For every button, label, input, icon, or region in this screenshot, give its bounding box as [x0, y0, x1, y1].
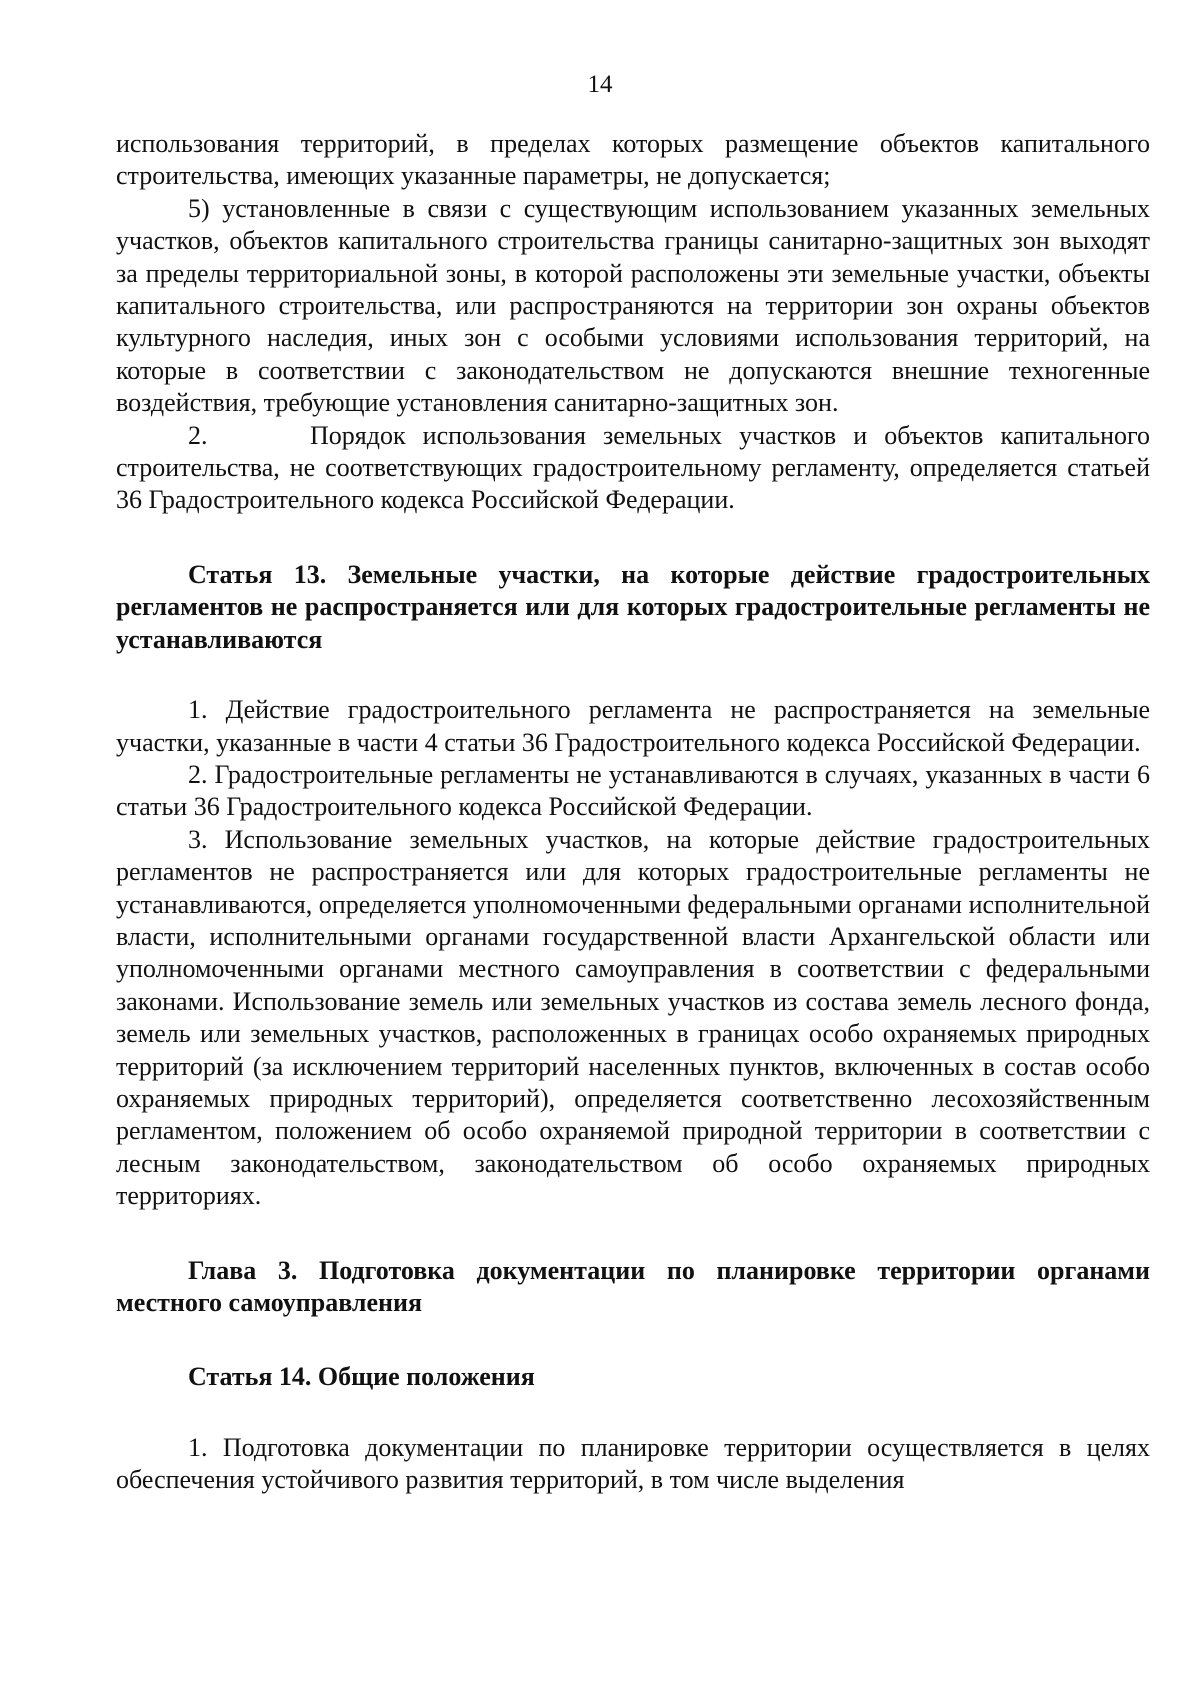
article-13-heading: Статья 13. Земельные участки, на которые действие градостроительных регламентов не распространяется или для которых градостроительные регламенты не устанавливаются — [116, 559, 1150, 654]
paragraph-item-2: 2. Порядок использования земельных участков и объектов капитального строительства, не соответствующих градостроительному регламенту, определяется статьей 36 Градостроительного кодекса Российской Федерации. — [116, 420, 1150, 515]
chapter-3-heading: Глава 3. Подготовка документации по планировке территории органами местного самоуправления — [116, 1255, 1150, 1317]
article-14-heading: Статья 14. Общие положения — [188, 1362, 535, 1392]
paragraph-item-5: 5) установленные в связи с существующим использованием указанных земельных участков, объектов капитального строительства границы санитарно-защитных зон выходят за пределы территориальной зоны, в которой расположены эти земельные участки, объекты капитального строительства, или распространяются на территории зон охраны объектов культурного наследия, иных зон с особыми условиями использования территорий, на которые в соответствии с законодательством не допускаются внешние техногенные воздействия, требующие установления санитарно-защитных зон. — [116, 193, 1150, 418]
article-13-paragraph-2: 2. Градостроительные регламенты не устанавливаются в случаях, указанных в части 6 статьи 36 Градостроительного кодекса Российской Федерации. — [116, 759, 1150, 822]
page-number: 14 — [587, 71, 613, 98]
paragraph-continuation: использования территорий, в пределах которых размещение объектов капитального строительства, имеющих указанные параметры, не допускается; — [116, 129, 1150, 191]
document-body — [116, 128, 1150, 1497]
article-13-paragraph-3: 3. Использование земельных участков, на которые действие градостроительных регламентов не распространяется или для которых градостроительные регламенты не устанавливаются, определяется уполномоченными федеральными органами исполнительной власти, исполнительными органами государственной власти Архангельской области или уполномоченными органами местного самоуправления в соответствии с федеральными законами. Использование земель или земельных участков из состава земель лесного фонда, земель или земельных участков, расположенных в границах особо охраняемых природных территорий (за исключением территорий населенных пунктов, включенных в состав особо охраняемых природных территорий), определяется соответственно лесохозяйственным регламентом, положением об особо охраняемой природной территории в соответствии с лесным законодательством, законодательством об особо охраняемых природных территориях. — [116, 824, 1150, 1211]
article-14-paragraph-1: 1. Подготовка документации по планировке территории осуществляется в целях обеспечения устойчивого развития территорий, в том числе выделения — [116, 1432, 1150, 1495]
article-13-paragraph-1: 1. Действие градостроительного регламента не распространяется на земельные участки, указанные в части 4 статьи 36 Градостроительного кодекса Российской Федерации. — [116, 695, 1150, 757]
